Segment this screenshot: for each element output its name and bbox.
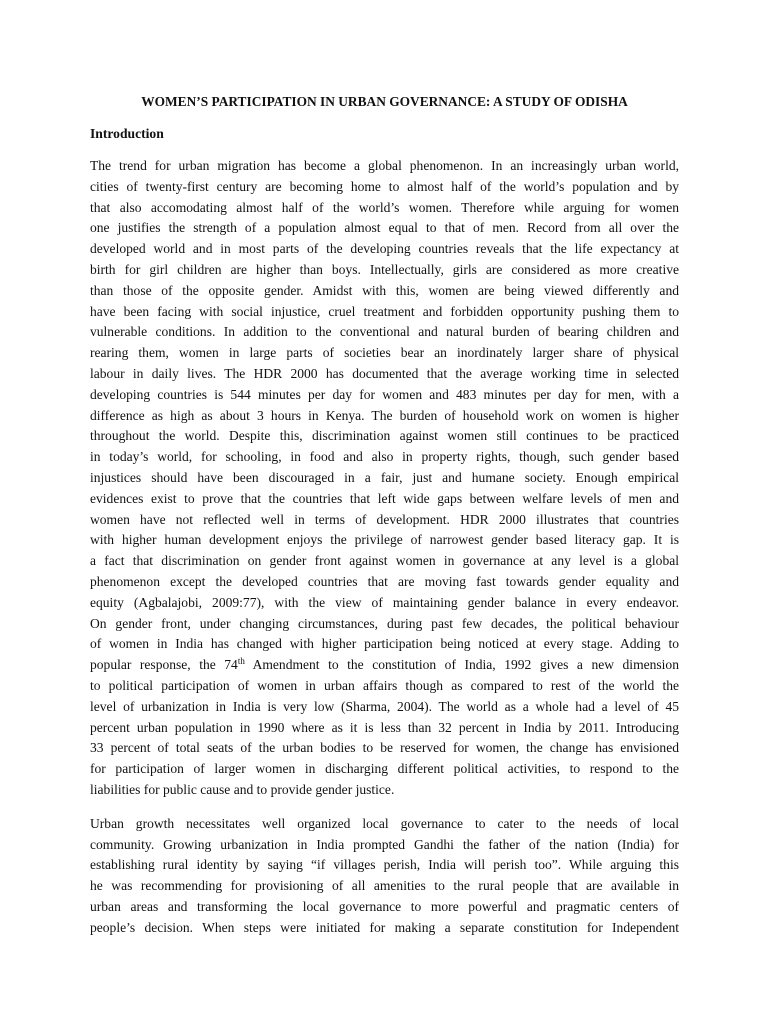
text-line: throughout the world. Despite this, discrimination against women still continues to be practiced [90, 428, 679, 444]
text-line: have been facing with social injustice, cruel treatment and forbidden opportunity pushing them to [90, 303, 679, 319]
text-line: people’s decision. When steps were initiated for making a separate constitution for Independent [90, 919, 679, 935]
text-segment: popular response, the 74 [90, 657, 238, 673]
text-line: that also accomodating almost half of the world’s women. Therefore while arguing for women [90, 199, 679, 215]
text-segment: Amendment to the constitution of India, 1992 gives a new dimension [244, 657, 679, 673]
text-line: of women in India has changed with higher participation being noticed at every stage. Adding to [90, 636, 679, 652]
text-line: women have not reflected well in terms of development. HDR 2000 illustrates that countries [90, 511, 679, 527]
text-line: establishing rural identity by saying “if villages perish, India will perish too”. While arguing this [90, 857, 679, 873]
text-line: vulnerable conditions. In addition to the conventional and natural burden of bearing children and [90, 324, 679, 340]
text-line: percent urban population in 1990 where as it is less than 32 percent in India by 2011. Introducing [90, 719, 679, 735]
text-line: a fact that discrimination on gender front against women in governance at any level is a global [90, 553, 679, 569]
text-line: for participation of larger women in discharging different political activities, to respond to the [90, 761, 679, 777]
text-line: cities of twenty-first century are becoming home to almost half of the world’s population and by [90, 178, 679, 194]
text-line: urban areas and transforming the local governance to more powerful and pragmatic centers of [90, 898, 679, 914]
text-line: On gender front, under changing circumstances, during past few decades, the political behaviour [90, 615, 679, 631]
text-line: difference as high as about 3 hours in Kenya. The burden of household work on women is higher [90, 407, 679, 423]
text-line: in today’s world, for schooling, in food and also in property rights, though, such gender based [90, 449, 679, 465]
document-page [90, 92, 679, 951]
text-line: level of urbanization in India is very low (Sharma, 2004). The world as a whole had a level of 45 [90, 698, 679, 714]
text-line: birth for girl children are higher than boys. Intellectually, girls are considered as more creative [90, 261, 679, 277]
text-line: he was recommending for provisioning of all amenities to the rural people that are available in [90, 878, 679, 894]
text-line: labour in daily lives. The HDR 2000 has documented that the average working time in selected [90, 365, 679, 381]
text-line: with higher human development enjoys the privilege of narrowest gender based literacy gap. It is [90, 532, 679, 548]
text-line [90, 655, 679, 676]
text-line: The trend for urban migration has become a global phenomenon. In an increasingly urban world, [90, 158, 679, 173]
text-line: equity (Agbalajobi, 2009:77), with the view of maintaining gender balance in every endeavor. [90, 594, 679, 610]
text-line: liabilities for public cause and to provide gender justice. [90, 781, 395, 797]
text-line: injustices should have been discouraged in a fair, just and humane society. Enough empirical [90, 469, 679, 485]
text-line: Urban growth necessitates well organized local governance to cater to the needs of local [90, 815, 679, 831]
text-line: phenomenon except the developed countries that are moving fast towards gender equality and [90, 573, 679, 589]
text-line: developed world and in most parts of the developing countries reveals that the life expectancy at [90, 241, 679, 257]
text-line: to political participation of women in urban affairs though as compared to rest of the world the [90, 677, 679, 693]
text-line: evidences exist to prove that the countries that left wide gaps between welfare levels of men and [90, 490, 679, 506]
paragraph-2 [90, 814, 679, 939]
text-line: 33 percent of total seats of the urban bodies to be reserved for women, the change has envisioned [90, 740, 679, 756]
text-line: rearing them, women in large parts of societies bear an inordinately larger share of physical [90, 345, 679, 361]
document-title: WOMEN’S PARTICIPATION IN URBAN GOVERNANCE: A STUDY OF ODISHA [141, 94, 628, 109]
paragraph-1 [90, 156, 679, 801]
text-line: than those of the opposite gender. Amidst with this, women are being viewed differently and [90, 282, 679, 298]
text-line: one justifies the strength of a population almost equal to that of men. Record from all over the [90, 220, 679, 236]
text-line: community. Growing urbanization in India prompted Gandhi the father of the nation (India) for [90, 836, 679, 852]
text-line: developing countries is 544 minutes per day for women and 483 minutes per day for men, with a [90, 386, 679, 402]
section-heading: Introduction [90, 126, 164, 141]
superscript: th [237, 656, 245, 667]
